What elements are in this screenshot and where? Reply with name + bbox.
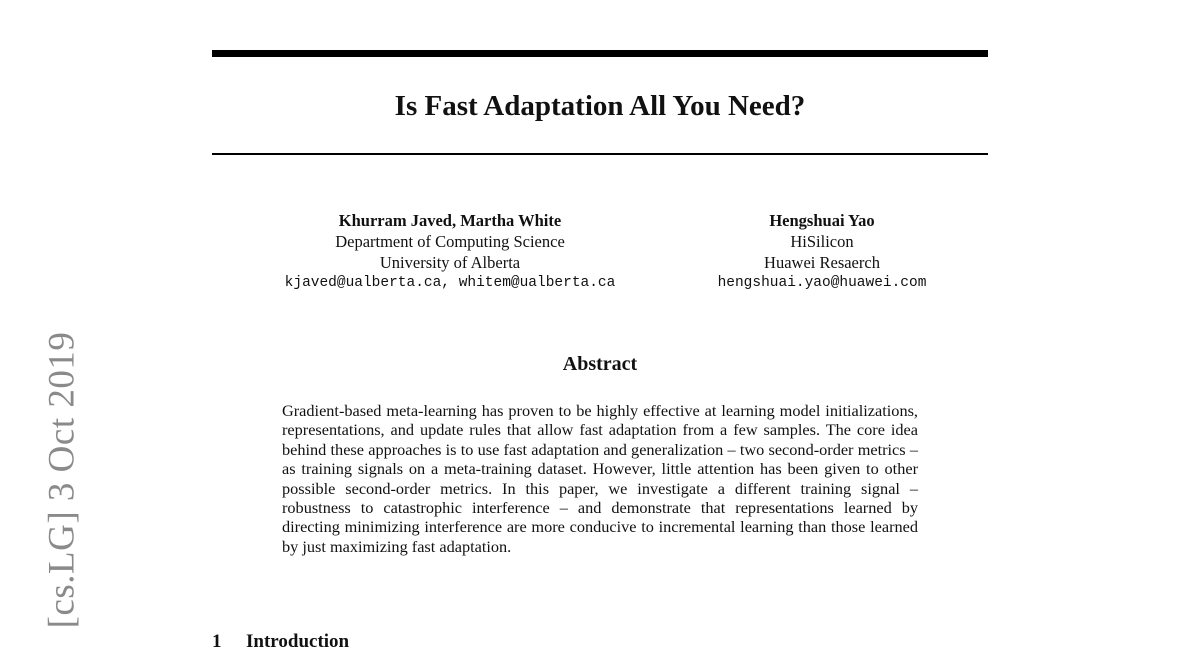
section-number: 1 bbox=[212, 631, 222, 652]
section-title: Introduction bbox=[246, 631, 350, 652]
author-block-alberta bbox=[232, 210, 668, 294]
author-department: Department of Computing Science bbox=[335, 232, 565, 251]
title-top-rule bbox=[212, 50, 988, 57]
title-bottom-rule bbox=[212, 153, 988, 155]
author-institution: University of Alberta bbox=[379, 253, 521, 272]
arxiv-stamp: [cs.LG] 3 Oct 2019 bbox=[41, 331, 83, 629]
author-block-huawei bbox=[672, 210, 972, 294]
paper-title: Is Fast Adaptation All You Need? bbox=[394, 90, 806, 122]
author-names: Hengshuai Yao bbox=[769, 211, 875, 230]
author-email: kjaved@ualberta.ca, whitem@ualberta.ca bbox=[284, 275, 616, 291]
author-email: hengshuai.yao@huawei.com bbox=[717, 275, 927, 291]
abstract-heading: Abstract bbox=[562, 353, 638, 375]
abstract-text: Gradient-based meta-learning has proven to be highly effective at learning model initializations, representations, and update rules that allow fast adaptation from a few samples. The core idea behind these approaches is to use fast adaptation and generalization – two second-order metrics – as training signals on a meta-training dataset. However, little attention has been given to other possible second-order metrics. In this paper, we investigate a different training signal – robustness to catastrophic interference – and demonstrate that representations learned by directing minimizing interference are more conducive to incremental learning than those learned by just maximizing fast adaptation. bbox=[282, 401, 918, 556]
author-department: HiSilicon bbox=[790, 232, 854, 251]
section-heading bbox=[212, 630, 349, 654]
author-institution: Huawei Resaerch bbox=[764, 253, 880, 272]
author-names: Khurram Javed, Martha White bbox=[338, 211, 562, 230]
